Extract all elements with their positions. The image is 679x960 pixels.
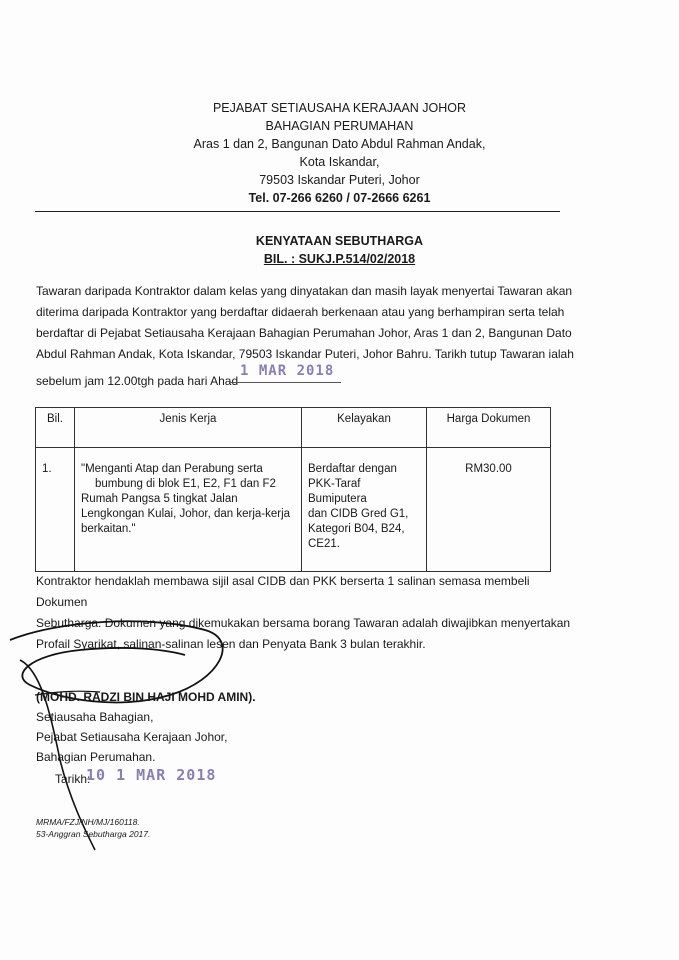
notice-title: KENYATAAN SEBUTHARGA [255,234,424,248]
closing-date-stamp: 1 MAR 2018 [240,363,335,379]
letterhead-line: Kota Iskandar, [299,155,380,169]
file-reference-line: 53-Anggran Sebutharga 2017. [36,829,151,839]
jenis-line: "Menganti Atap dan Perabung serta [81,463,263,475]
signatory-name: (MOHD. RADZI BIN HAJI MOHD AMIN). [36,690,256,704]
kelayakan-line: CE21. [308,538,340,550]
kelayakan-line: Berdaftar dengan [308,463,397,475]
notice-title-block [0,232,679,268]
closing-date-underline [229,382,341,383]
footer-line: Kontraktor hendaklah membawa sijil asal CIDB dan PKK berserta 1 salinan semasa membeli Dokumen [36,574,530,609]
intro-paragraph [36,281,576,365]
date-label: Tarikh: [55,772,91,786]
footer-line: Profail Syarikat, salinan-salinan lesen dan Penyata Bank 3 bulan terakhir. [36,637,426,651]
footer-line: Sebutharga. Dokumen yang dikemukakan bersama borang Tawaran adalah diwajibkan menyertakan [36,616,571,630]
notice-reference: BIL. : SUKJ.P.514/02/2018 [263,252,416,266]
letterhead [0,99,679,207]
intro-line: Abdul Rahman Andak, Kota Iskandar, 79503 Iskandar Puteri, Johor Bahru. Tarikh tutup Tawaran ialah [36,347,574,361]
signatory-title-line: Setiausaha Bahagian, [36,710,154,724]
intro-line: diterima daripada Kontraktor yang berdaftar didaerah berkenaan atau yang berhampiran serta telah [36,305,565,319]
letterhead-line: 79503 Iskandar Puteri, Johor [259,173,420,187]
header-jenis-kerja: Jenis Kerja [75,408,302,448]
header-harga-dokumen: Harga Dokumen [427,408,551,448]
signatory-title-line: Bahagian Perumahan. [36,750,156,764]
table-row [36,448,551,572]
letterhead-line: BAHAGIAN PERUMAHAN [265,119,414,133]
closing-line [36,371,238,392]
kelayakan-line: Kategori B04, B24, [308,523,405,535]
intro-line: berdaftar di Pejabat Setiausaha Kerajaan Bahagian Perumahan Johor, Aras 1 dan 2, Bangunan Dato [36,326,572,340]
file-references [36,816,150,840]
header-divider [35,211,560,212]
date-stamp: 10 1 MAR 2018 [86,766,217,784]
signatory-title-line: Pejabat Setiausaha Kerajaan Johor, [36,730,228,744]
header-kelayakan: Kelayakan [302,408,427,448]
cell-jenis-kerja [75,448,302,572]
cell-kelayakan [302,448,427,572]
intro-line: Tawaran daripada Kontraktor dalam kelas yang dinyatakan dan masih layak menyertai Tawaran akan [36,284,573,298]
cell-harga: RM30.00 [427,448,551,572]
kelayakan-line: dan CIDB Gred G1, [308,508,409,520]
header-bil: Bil. [36,408,75,448]
cell-bil: 1. [36,448,75,572]
letterhead-line: PEJABAT SETIAUSAHA KERAJAAN JOHOR [212,101,467,115]
signatory-block [36,687,256,767]
kelayakan-line: PKK-Taraf Bumiputera [308,478,367,505]
closing-text: sebelum jam 12.00tgh pada hari Ahad [36,374,239,388]
tender-table [35,407,551,572]
file-reference-line: MRMA/FZJ/NH/MJ/160118. [36,817,140,827]
jenis-line: berkaitan." [81,523,136,535]
jenis-line: Lengkongan Kulai, Johor, dan kerja-kerja [81,508,291,520]
letterhead-phone: Tel. 07-266 6260 / 07-2666 6261 [248,191,431,205]
letterhead-line: Aras 1 dan 2, Bangunan Dato Abdul Rahman Andak, [193,137,486,151]
jenis-line: Rumah Pangsa 5 tingkat Jalan [81,493,238,505]
jenis-line: bumbung di blok E1, E2, F1 dan F2 [95,478,276,490]
table-header-row [36,408,551,448]
